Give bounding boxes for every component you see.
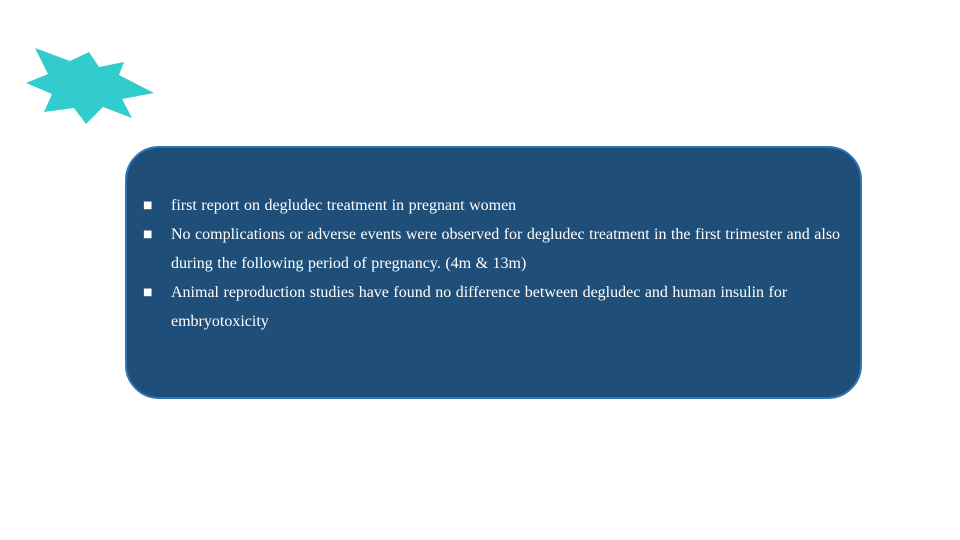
bullet-item [141, 220, 841, 278]
bullet-item [141, 278, 841, 336]
content-box [125, 146, 862, 399]
bullet-text: first report on degludec treatment in pregnant women [171, 197, 517, 214]
bullet-list [141, 191, 841, 336]
bullet-text: No complications or adverse events were observed for degludec treatment in the first trimester and also during the following period of pregnancy. (4m & 13m) [171, 226, 841, 272]
square-bullet-icon: ■ [143, 200, 153, 211]
square-bullet-icon: ■ [143, 287, 153, 298]
square-bullet-icon: ■ [143, 229, 153, 240]
starburst-icon [26, 46, 154, 124]
bullet-text: Animal reproduction studies have found no difference between degludec and human insulin for embryotoxicity [171, 284, 788, 330]
bullet-item [141, 191, 841, 220]
